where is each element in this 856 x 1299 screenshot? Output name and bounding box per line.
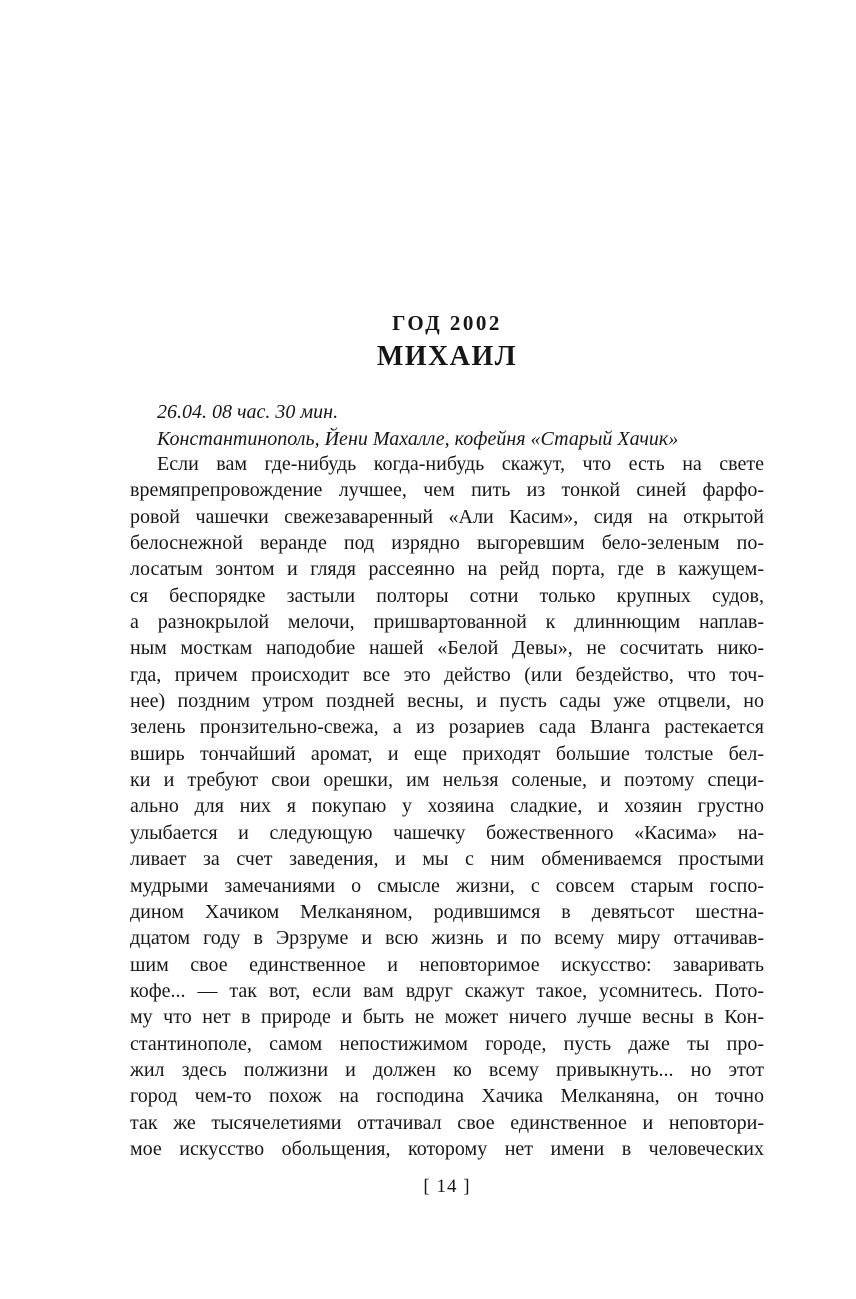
body-line: так же тысячелетиями оттачивал свое единственное и неповтори- [130, 1111, 764, 1134]
body-line: ровой чашечки свежезаваренный «Али Касим», сидя на открытой [130, 505, 764, 528]
body-line: ально для них я покупаю у хозяина сладкие, и хозяин грустно [130, 795, 764, 818]
body-line: мудрыми замечаниями о смысле жизни, с совсем старым госпо- [130, 874, 764, 897]
dateline [157, 399, 678, 453]
body-line: шим свое единственное и неповторимое искусство: заваривать [130, 953, 764, 976]
body-line: дцатом году в Эрзруме и всю жизнь и по всему миру оттачивав- [130, 927, 764, 950]
body-line: вширь тончайший аромат, и еще приходят большие толстые бел- [130, 742, 764, 765]
body-line: город чем-то похож на господина Хачика Мелканяна, он точно [130, 1085, 764, 1108]
body-line: кофе... — так вот, если вам вдруг скажут такое, усомнитесь. Пото- [130, 979, 764, 1002]
body-line: Если вам где-нибудь когда-нибудь скажут, что есть на свете [157, 453, 764, 475]
body-line: му что нет в природе и быть не может ничего лучше весны в Кон- [130, 1006, 764, 1029]
body-line: лосатым зонтом и глядя рассеянно на рейд порта, где в кажущем- [130, 558, 764, 581]
body-line: улыбается и следующую чашечку божественного «Касима» на- [130, 821, 764, 844]
body-line: зелень пронзительно-свежа, а из розариев сада Вланга растекается [130, 716, 764, 739]
body-line: нее) поздним утром поздней весны, и пусть сады уже отцвели, но [130, 690, 764, 713]
body-line: гда, причем происходит все это действо (или бездейство, что точ- [130, 663, 764, 686]
body-line: времяпрепровождение лучшее, чем пить из тонкой синей фарфо- [130, 479, 764, 502]
body-line: ки и требуют свои орешки, им нельзя соленые, и поэтому специ- [130, 769, 764, 792]
body-line: жил здесь полжизни и должен ко всему привыкнуть... но этот [130, 1058, 764, 1081]
chapter-heading-group [130, 311, 764, 373]
body-line: мое искусство обольщения, которому нет имени в человеческих [130, 1137, 764, 1160]
year-heading: ГОД 2002 [392, 311, 502, 335]
body-line: стантинополе, самом непостижимом городе, пусть даже ты про- [130, 1032, 764, 1055]
body-line: ливает за счет заведения, и мы с ним обмениваемся простыми [130, 848, 764, 871]
body-text [130, 451, 764, 1162]
body-line: а разнокрылой мелочи, пришвартованной к длиннющим наплав- [130, 611, 764, 634]
dateline-datetime: 26.04. 08 час. 30 мин. [157, 401, 339, 423]
dateline-location: Константинополь, Йени Махалле, кофейня «Старый Хачик» [157, 428, 679, 450]
body-line: дином Хачиком Мелканяном, родившимся в девятьсот шестна- [130, 900, 764, 923]
chapter-title: МИХАИЛ [376, 341, 518, 372]
body-line: белоснежной веранде под изрядно выгоревшим бело-зеленым по- [130, 532, 764, 555]
page-number: [ 14 ] [423, 1176, 471, 1197]
body-line: ся беспорядке застыли полторы сотни только крупных судов, [130, 584, 764, 607]
body-line: ным мосткам наподобие нашей «Белой Девы», не сосчитать нико- [130, 637, 764, 660]
